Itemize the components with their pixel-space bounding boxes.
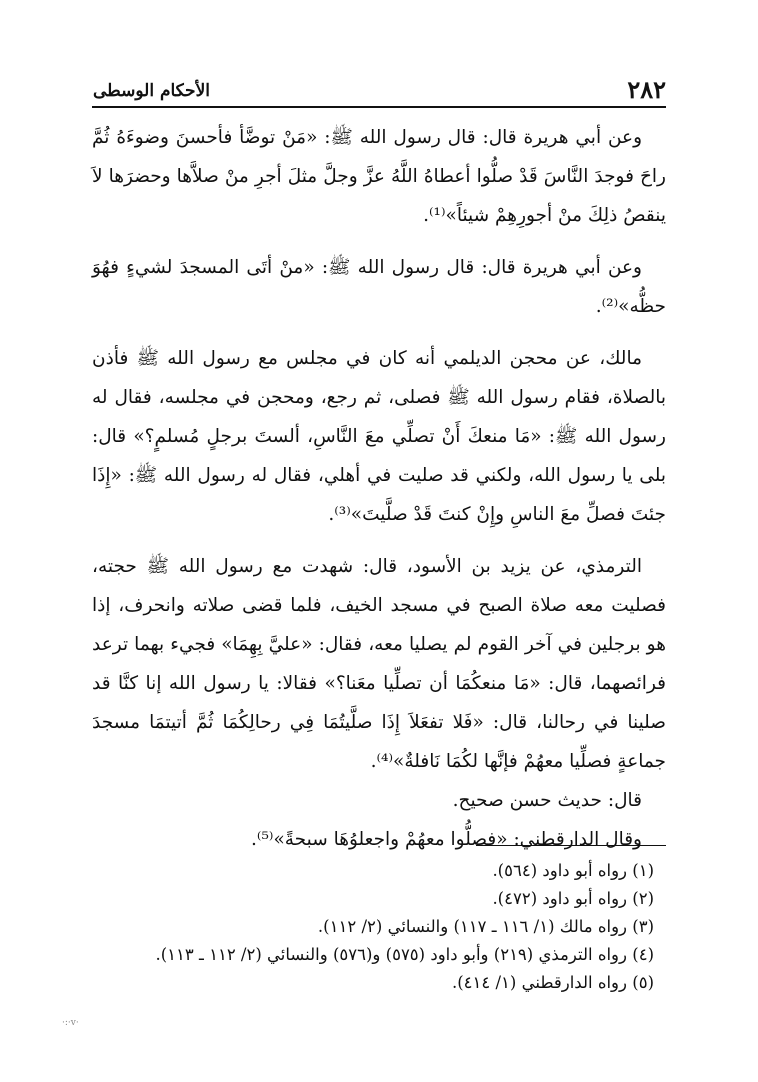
page-header [93, 72, 666, 102]
footnotes [92, 857, 666, 997]
hadith-paragraph-1: وعن أبي هريرة قال: قال رسول الله ﷺ: «مَنْ توضَّأ فأحسنَ وضوءَهُ ثُمَّ راحَ فوجدَ النَّاسَ قَدْ صلُّوا أعطاهُ اللَّهُ عزَّ وجلَّ مثلَ أجرِ منْ صلاَّها وحضرَها لاَ ينقصُ ذلِكَ منْ أجورِهِمْ شيئاً»⁽¹⁾. [92, 127, 666, 226]
footnote-4: (٤) رواه الترمذي (٢١٩) وأبو داود (٥٧٥) و(٥٧٦) والنسائي (٢/ ١١٢ ـ ١١٣). [155, 945, 654, 964]
page-number: ٢٨٢ [627, 75, 666, 104]
grading-note: قال: حديث حسن صحيح. [452, 790, 642, 811]
footnote-1: (١) رواه أبو داود (٥٦٤). [492, 861, 654, 880]
scan-mark: ·:·v· [62, 1018, 79, 1028]
footnote-2: (٢) رواه أبو داود (٤٧٢). [492, 889, 654, 908]
footnote-divider [476, 845, 666, 846]
main-text [92, 118, 666, 872]
hadith-paragraph-4: الترمذي، عن يزيد بن الأسود، قال: شهدت مع رسول الله ﷺ حجته، فصليت معه صلاة الصبح في مسجد الخيف، فلما قضى صلاته وانحرف، إذا هو برجلين في آخر القوم لم يصليا معه، فقال: «عليَّ بِهِمَا» فجيء بهما ترعد فرائصهما، قال: «مَا منعكُمَا أن تصلِّيا معَنا؟» فقالا: يا رسول الله إنا كنَّا قد صلينا في رحالنا، قال: «فَلا تفعَلاَ إِذَا صلَّيتُمَا فِي رحالِكُمَا ثُمَّ أتيتمَا مسجدَ جماعةٍ فصلِّيا معهُمْ فإنَّها لكُمَا نَافلةٌ»⁽⁴⁾. [92, 556, 666, 772]
header-divider [92, 106, 666, 108]
running-title: الأحكام الوسطى [93, 81, 210, 101]
daraqutni-note: وقال الدارقطني: «فصلُّوا معهُمْ واجعلوُهَا سبحةً»⁽⁵⁾. [251, 829, 642, 850]
hadith-paragraph-3: مالك، عن محجن الديلمي أنه كان في مجلس مع رسول الله ﷺ فأذن بالصلاة، فقام رسول الله ﷺ فصلى، ثم رجع، ومحجن في مجلسه، فقال له رسول الله ﷺ: «مَا منعكَ أَنْ تصلِّي معَ النَّاسِ، ألستَ برجلٍ مُسلمٍ؟» قال: بلى يا رسول الله، ولكني قد صليت في أهلي، فقال له رسول الله ﷺ: «إِذَا جئتَ فصلِّ معَ الناسِ وإِنْ كنتَ قَدْ صلَّيتَ»⁽³⁾. [92, 348, 666, 525]
footnote-5: (٥) رواه الدارقطني (١/ ٤١٤). [451, 973, 654, 992]
footnote-3: (٣) رواه مالك (١/ ١١٦ ـ ١١٧) والنسائي (٢/ ١١٢). [317, 917, 654, 936]
hadith-paragraph-2: وعن أبي هريرة قال: قال رسول الله ﷺ: «منْ أتَى المسجدَ لشيءٍ فهُوَ حظُّه»⁽²⁾. [92, 257, 666, 317]
